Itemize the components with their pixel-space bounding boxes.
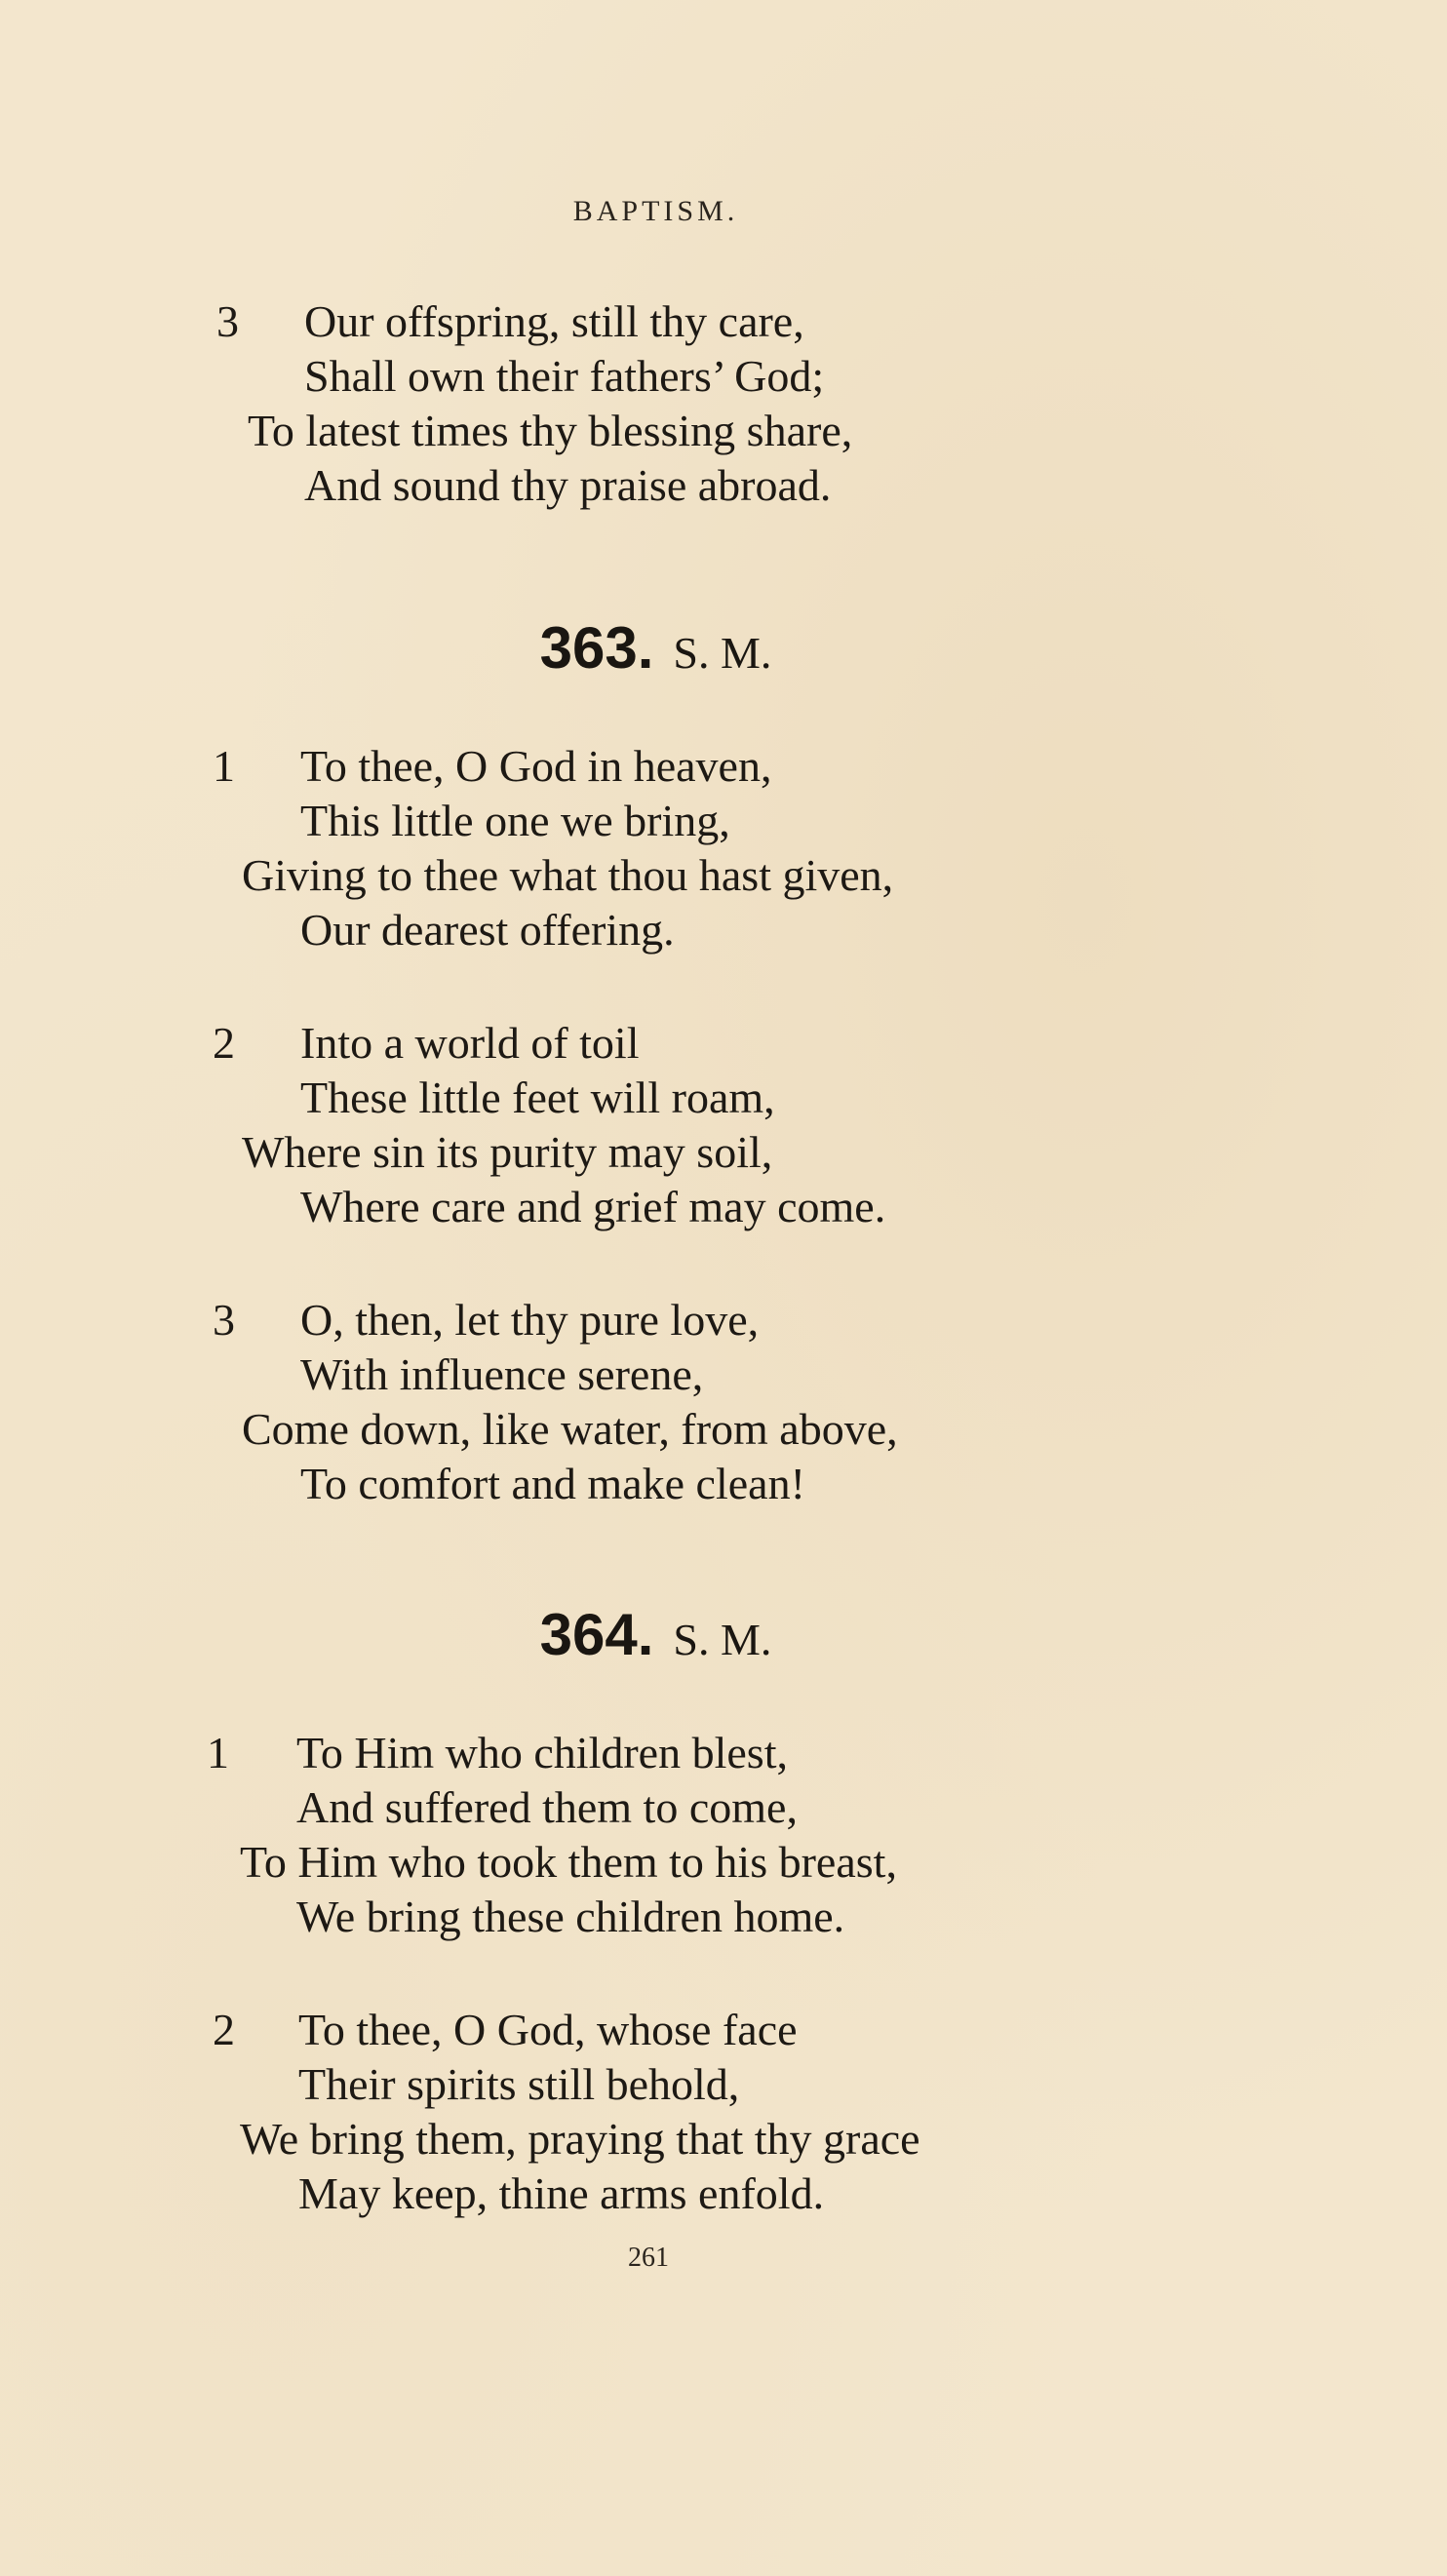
verse-line: This little one we bring, <box>300 796 730 845</box>
verse-line: To comfort and make clean! <box>300 1459 805 1508</box>
stanza-number: 3 <box>213 1295 235 1345</box>
verse-line: These little feet will roam, <box>300 1073 775 1122</box>
stanza-number: 1 <box>213 741 235 791</box>
verse-line: We bring these children home. <box>296 1892 845 1941</box>
verse-line: O, then, let thy pure love, <box>300 1295 760 1345</box>
running-head: BAPTISM. <box>572 195 739 227</box>
verse-line: To thee, O God, whose face <box>298 2005 798 2054</box>
hymn-heading <box>0 1601 1311 1668</box>
verse-line: Shall own their fathers’ God; <box>304 351 825 401</box>
verse-line: To latest times thy blessing share, <box>248 406 853 455</box>
verse-line: Their spirits still behold, <box>298 2059 740 2109</box>
verse-line: Giving to thee what thou hast given, <box>242 850 894 900</box>
verse-line: May keep, thine arms enfold. <box>298 2168 825 2218</box>
verse-line: To thee, O God in heaven, <box>300 741 772 791</box>
verse-line: Our offspring, still thy care, <box>304 296 804 346</box>
verse-line: To Him who children blest, <box>296 1728 788 1777</box>
verse-line: And suffered them to come, <box>296 1782 798 1832</box>
verse-line: Into a world of toil <box>300 1018 640 1068</box>
hymn-number: 363. <box>539 615 654 681</box>
verse-line: Come down, like water, from above, <box>242 1404 898 1454</box>
stanza-number: 3 <box>216 296 239 346</box>
verse-line: Where care and grief may come. <box>300 1182 886 1231</box>
stanza-number: 2 <box>213 1018 235 1068</box>
hymn-meter: S. M. <box>673 628 772 678</box>
hymn-meter: S. M. <box>673 1615 772 1664</box>
verse-line: We bring them, praying that thy grace <box>240 2114 920 2164</box>
verse-line: Our dearest offering. <box>300 905 675 955</box>
verse-line: With influence serene, <box>300 1349 704 1399</box>
hymn-number: 364. <box>539 1602 654 1667</box>
hymn-heading <box>0 614 1311 682</box>
stanza-number: 2 <box>213 2005 235 2054</box>
verse-line: And sound thy praise abroad. <box>304 460 832 510</box>
verse-line: To Him who took them to his breast, <box>240 1837 897 1887</box>
page-number: 261 <box>628 2243 669 2273</box>
verse-line: Where sin its purity may soil, <box>242 1127 773 1177</box>
stanza-number: 1 <box>207 1728 229 1777</box>
